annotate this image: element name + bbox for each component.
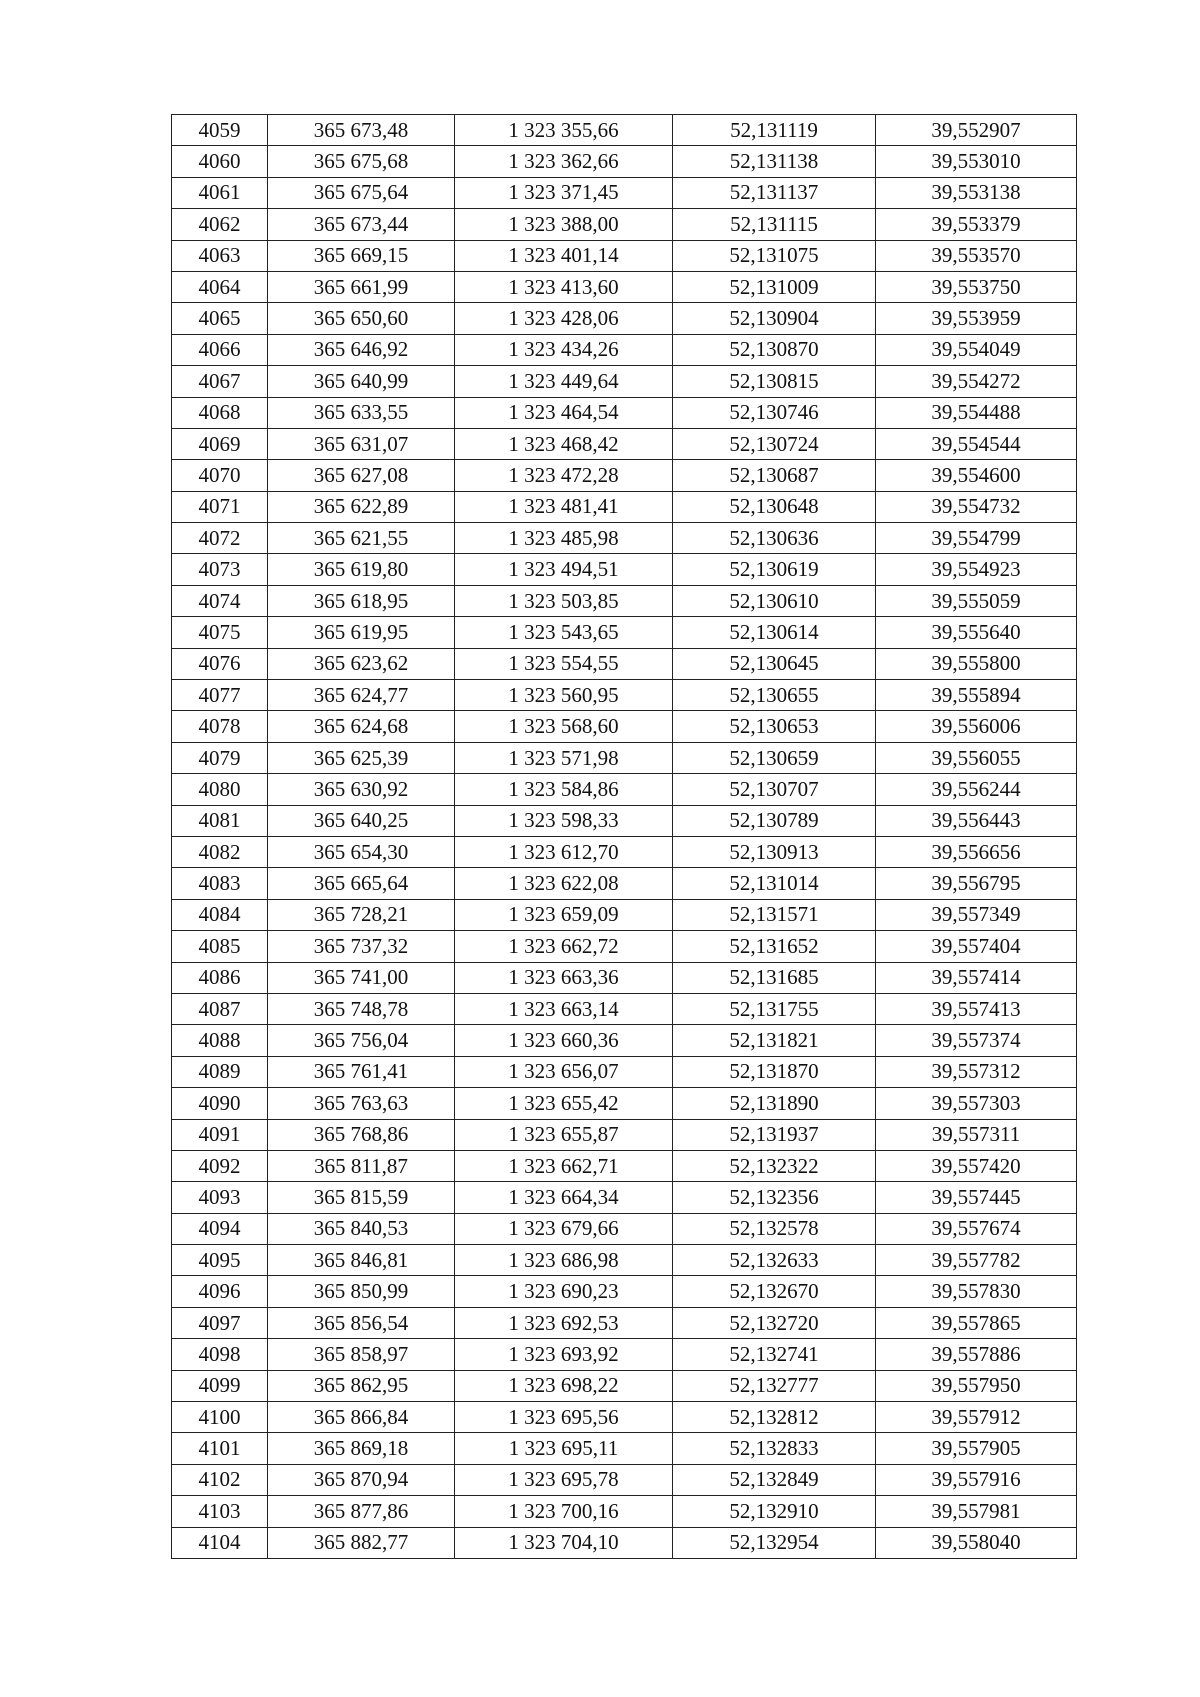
table-row [172, 428, 1077, 459]
table-row [172, 617, 1077, 648]
x-coordinate-cell: 365 618,95 [268, 585, 455, 616]
table-row [172, 1213, 1077, 1244]
longitude-cell: 39,556795 [876, 868, 1077, 899]
table-row [172, 334, 1077, 365]
x-coordinate-cell: 365 619,80 [268, 554, 455, 585]
y-coordinate-cell: 1 323 543,65 [455, 617, 673, 648]
longitude-cell: 39,557445 [876, 1182, 1077, 1213]
point-number-cell: 4080 [172, 774, 268, 805]
y-coordinate-cell: 1 323 560,95 [455, 680, 673, 711]
y-coordinate-cell: 1 323 472,28 [455, 460, 673, 491]
table-row [172, 836, 1077, 867]
y-coordinate-cell: 1 323 584,86 [455, 774, 673, 805]
y-coordinate-cell: 1 323 692,53 [455, 1307, 673, 1338]
table-row [172, 240, 1077, 271]
latitude-cell: 52,131571 [673, 899, 876, 930]
table-row [172, 523, 1077, 554]
point-number-cell: 4090 [172, 1088, 268, 1119]
table-row [172, 680, 1077, 711]
longitude-cell: 39,556244 [876, 774, 1077, 805]
x-coordinate-cell: 365 624,68 [268, 711, 455, 742]
x-coordinate-cell: 365 661,99 [268, 271, 455, 302]
point-number-cell: 4060 [172, 146, 268, 177]
latitude-cell: 52,132322 [673, 1150, 876, 1181]
point-number-cell: 4091 [172, 1119, 268, 1150]
x-coordinate-cell: 365 815,59 [268, 1182, 455, 1213]
latitude-cell: 52,132954 [673, 1527, 876, 1558]
longitude-cell: 39,557916 [876, 1464, 1077, 1495]
table-row [172, 146, 1077, 177]
longitude-cell: 39,557303 [876, 1088, 1077, 1119]
table-row [172, 805, 1077, 836]
table-row [172, 1276, 1077, 1307]
y-coordinate-cell: 1 323 571,98 [455, 742, 673, 773]
latitude-cell: 52,131014 [673, 868, 876, 899]
latitude-cell: 52,131755 [673, 993, 876, 1024]
x-coordinate-cell: 365 846,81 [268, 1245, 455, 1276]
point-number-cell: 4082 [172, 836, 268, 867]
longitude-cell: 39,554600 [876, 460, 1077, 491]
longitude-cell: 39,554799 [876, 523, 1077, 554]
y-coordinate-cell: 1 323 413,60 [455, 271, 673, 302]
table-row [172, 1245, 1077, 1276]
table-row [172, 868, 1077, 899]
x-coordinate-cell: 365 640,99 [268, 366, 455, 397]
latitude-cell: 52,132578 [673, 1213, 876, 1244]
point-number-cell: 4089 [172, 1056, 268, 1087]
point-number-cell: 4085 [172, 931, 268, 962]
latitude-cell: 52,130614 [673, 617, 876, 648]
x-coordinate-cell: 365 748,78 [268, 993, 455, 1024]
point-number-cell: 4076 [172, 648, 268, 679]
longitude-cell: 39,555059 [876, 585, 1077, 616]
point-number-cell: 4100 [172, 1402, 268, 1433]
y-coordinate-cell: 1 323 704,10 [455, 1527, 673, 1558]
point-number-cell: 4061 [172, 177, 268, 208]
y-coordinate-cell: 1 323 355,66 [455, 115, 673, 146]
x-coordinate-cell: 365 619,95 [268, 617, 455, 648]
x-coordinate-cell: 365 633,55 [268, 397, 455, 428]
point-number-cell: 4069 [172, 428, 268, 459]
y-coordinate-cell: 1 323 659,09 [455, 899, 673, 930]
y-coordinate-cell: 1 323 388,00 [455, 209, 673, 240]
table-row [172, 742, 1077, 773]
x-coordinate-cell: 365 631,07 [268, 428, 455, 459]
longitude-cell: 39,552907 [876, 115, 1077, 146]
x-coordinate-cell: 365 621,55 [268, 523, 455, 554]
point-number-cell: 4064 [172, 271, 268, 302]
coordinates-table [171, 114, 1077, 1559]
latitude-cell: 52,130610 [673, 585, 876, 616]
table-row [172, 554, 1077, 585]
table-row [172, 1182, 1077, 1213]
longitude-cell: 39,557782 [876, 1245, 1077, 1276]
latitude-cell: 52,131137 [673, 177, 876, 208]
point-number-cell: 4077 [172, 680, 268, 711]
point-number-cell: 4067 [172, 366, 268, 397]
point-number-cell: 4095 [172, 1245, 268, 1276]
latitude-cell: 52,131937 [673, 1119, 876, 1150]
latitude-cell: 52,131685 [673, 962, 876, 993]
y-coordinate-cell: 1 323 693,92 [455, 1339, 673, 1370]
table-row [172, 1464, 1077, 1495]
latitude-cell: 52,130645 [673, 648, 876, 679]
point-number-cell: 4068 [172, 397, 268, 428]
x-coordinate-cell: 365 665,64 [268, 868, 455, 899]
latitude-cell: 52,130707 [673, 774, 876, 805]
point-number-cell: 4071 [172, 491, 268, 522]
table-row [172, 774, 1077, 805]
latitude-cell: 52,131870 [673, 1056, 876, 1087]
latitude-cell: 52,130655 [673, 680, 876, 711]
latitude-cell: 52,130913 [673, 836, 876, 867]
x-coordinate-cell: 365 673,44 [268, 209, 455, 240]
latitude-cell: 52,130636 [673, 523, 876, 554]
x-coordinate-cell: 365 862,95 [268, 1370, 455, 1401]
x-coordinate-cell: 365 646,92 [268, 334, 455, 365]
point-number-cell: 4101 [172, 1433, 268, 1464]
longitude-cell: 39,557674 [876, 1213, 1077, 1244]
y-coordinate-cell: 1 323 503,85 [455, 585, 673, 616]
coordinates-table-body [172, 115, 1077, 1559]
longitude-cell: 39,555800 [876, 648, 1077, 679]
y-coordinate-cell: 1 323 449,64 [455, 366, 673, 397]
latitude-cell: 52,131821 [673, 1025, 876, 1056]
longitude-cell: 39,555640 [876, 617, 1077, 648]
table-row [172, 1402, 1077, 1433]
longitude-cell: 39,557865 [876, 1307, 1077, 1338]
table-row [172, 115, 1077, 146]
point-number-cell: 4075 [172, 617, 268, 648]
y-coordinate-cell: 1 323 698,22 [455, 1370, 673, 1401]
point-number-cell: 4072 [172, 523, 268, 554]
table-row [172, 1527, 1077, 1558]
longitude-cell: 39,558040 [876, 1527, 1077, 1558]
point-number-cell: 4074 [172, 585, 268, 616]
longitude-cell: 39,557311 [876, 1119, 1077, 1150]
latitude-cell: 52,131119 [673, 115, 876, 146]
point-number-cell: 4088 [172, 1025, 268, 1056]
point-number-cell: 4078 [172, 711, 268, 742]
point-number-cell: 4096 [172, 1276, 268, 1307]
point-number-cell: 4086 [172, 962, 268, 993]
table-row [172, 711, 1077, 742]
point-number-cell: 4097 [172, 1307, 268, 1338]
x-coordinate-cell: 365 728,21 [268, 899, 455, 930]
longitude-cell: 39,557312 [876, 1056, 1077, 1087]
longitude-cell: 39,554923 [876, 554, 1077, 585]
longitude-cell: 39,554049 [876, 334, 1077, 365]
x-coordinate-cell: 365 840,53 [268, 1213, 455, 1244]
table-row [172, 271, 1077, 302]
y-coordinate-cell: 1 323 481,41 [455, 491, 673, 522]
latitude-cell: 52,132720 [673, 1307, 876, 1338]
table-row [172, 1339, 1077, 1370]
y-coordinate-cell: 1 323 554,55 [455, 648, 673, 679]
x-coordinate-cell: 365 654,30 [268, 836, 455, 867]
point-number-cell: 4092 [172, 1150, 268, 1181]
point-number-cell: 4062 [172, 209, 268, 240]
latitude-cell: 52,131890 [673, 1088, 876, 1119]
point-number-cell: 4081 [172, 805, 268, 836]
latitude-cell: 52,131138 [673, 146, 876, 177]
y-coordinate-cell: 1 323 622,08 [455, 868, 673, 899]
longitude-cell: 39,554488 [876, 397, 1077, 428]
point-number-cell: 4094 [172, 1213, 268, 1244]
x-coordinate-cell: 365 650,60 [268, 303, 455, 334]
longitude-cell: 39,557981 [876, 1496, 1077, 1527]
x-coordinate-cell: 365 869,18 [268, 1433, 455, 1464]
y-coordinate-cell: 1 323 371,45 [455, 177, 673, 208]
table-row [172, 648, 1077, 679]
table-row [172, 177, 1077, 208]
y-coordinate-cell: 1 323 362,66 [455, 146, 673, 177]
latitude-cell: 52,130789 [673, 805, 876, 836]
point-number-cell: 4079 [172, 742, 268, 773]
latitude-cell: 52,132910 [673, 1496, 876, 1527]
y-coordinate-cell: 1 323 690,23 [455, 1276, 673, 1307]
y-coordinate-cell: 1 323 468,42 [455, 428, 673, 459]
table-row [172, 209, 1077, 240]
longitude-cell: 39,556656 [876, 836, 1077, 867]
y-coordinate-cell: 1 323 655,42 [455, 1088, 673, 1119]
y-coordinate-cell: 1 323 663,36 [455, 962, 673, 993]
x-coordinate-cell: 365 630,92 [268, 774, 455, 805]
x-coordinate-cell: 365 627,08 [268, 460, 455, 491]
y-coordinate-cell: 1 323 494,51 [455, 554, 673, 585]
table-row [172, 1307, 1077, 1338]
latitude-cell: 52,130648 [673, 491, 876, 522]
x-coordinate-cell: 365 669,15 [268, 240, 455, 271]
table-row [172, 1496, 1077, 1527]
y-coordinate-cell: 1 323 686,98 [455, 1245, 673, 1276]
point-number-cell: 4104 [172, 1527, 268, 1558]
table-row [172, 1433, 1077, 1464]
x-coordinate-cell: 365 737,32 [268, 931, 455, 962]
y-coordinate-cell: 1 323 485,98 [455, 523, 673, 554]
y-coordinate-cell: 1 323 664,34 [455, 1182, 673, 1213]
latitude-cell: 52,130904 [673, 303, 876, 334]
longitude-cell: 39,554544 [876, 428, 1077, 459]
table-row [172, 1150, 1077, 1181]
table-row [172, 585, 1077, 616]
latitude-cell: 52,132356 [673, 1182, 876, 1213]
table-row [172, 1025, 1077, 1056]
x-coordinate-cell: 365 866,84 [268, 1402, 455, 1433]
x-coordinate-cell: 365 640,25 [268, 805, 455, 836]
x-coordinate-cell: 365 675,64 [268, 177, 455, 208]
latitude-cell: 52,132849 [673, 1464, 876, 1495]
longitude-cell: 39,554272 [876, 366, 1077, 397]
longitude-cell: 39,553959 [876, 303, 1077, 334]
x-coordinate-cell: 365 768,86 [268, 1119, 455, 1150]
x-coordinate-cell: 365 756,04 [268, 1025, 455, 1056]
point-number-cell: 4070 [172, 460, 268, 491]
y-coordinate-cell: 1 323 695,56 [455, 1402, 673, 1433]
table-row [172, 931, 1077, 962]
x-coordinate-cell: 365 625,39 [268, 742, 455, 773]
y-coordinate-cell: 1 323 679,66 [455, 1213, 673, 1244]
point-number-cell: 4083 [172, 868, 268, 899]
y-coordinate-cell: 1 323 428,06 [455, 303, 673, 334]
x-coordinate-cell: 365 675,68 [268, 146, 455, 177]
table-row [172, 491, 1077, 522]
longitude-cell: 39,557414 [876, 962, 1077, 993]
latitude-cell: 52,131652 [673, 931, 876, 962]
latitude-cell: 52,131009 [673, 271, 876, 302]
longitude-cell: 39,553570 [876, 240, 1077, 271]
y-coordinate-cell: 1 323 598,33 [455, 805, 673, 836]
point-number-cell: 4098 [172, 1339, 268, 1370]
y-coordinate-cell: 1 323 663,14 [455, 993, 673, 1024]
y-coordinate-cell: 1 323 660,36 [455, 1025, 673, 1056]
latitude-cell: 52,130687 [673, 460, 876, 491]
longitude-cell: 39,557374 [876, 1025, 1077, 1056]
longitude-cell: 39,557349 [876, 899, 1077, 930]
table-row [172, 899, 1077, 930]
table-row [172, 1119, 1077, 1150]
y-coordinate-cell: 1 323 401,14 [455, 240, 673, 271]
latitude-cell: 52,130815 [673, 366, 876, 397]
y-coordinate-cell: 1 323 662,71 [455, 1150, 673, 1181]
longitude-cell: 39,557905 [876, 1433, 1077, 1464]
table-row [172, 303, 1077, 334]
latitude-cell: 52,130724 [673, 428, 876, 459]
longitude-cell: 39,553138 [876, 177, 1077, 208]
point-number-cell: 4063 [172, 240, 268, 271]
table-row [172, 1088, 1077, 1119]
longitude-cell: 39,556443 [876, 805, 1077, 836]
x-coordinate-cell: 365 763,63 [268, 1088, 455, 1119]
y-coordinate-cell: 1 323 464,54 [455, 397, 673, 428]
x-coordinate-cell: 365 856,54 [268, 1307, 455, 1338]
x-coordinate-cell: 365 624,77 [268, 680, 455, 711]
longitude-cell: 39,557420 [876, 1150, 1077, 1181]
longitude-cell: 39,557950 [876, 1370, 1077, 1401]
latitude-cell: 52,130746 [673, 397, 876, 428]
table-row [172, 1056, 1077, 1087]
latitude-cell: 52,132777 [673, 1370, 876, 1401]
point-number-cell: 4102 [172, 1464, 268, 1495]
longitude-cell: 39,557413 [876, 993, 1077, 1024]
longitude-cell: 39,556055 [876, 742, 1077, 773]
x-coordinate-cell: 365 622,89 [268, 491, 455, 522]
longitude-cell: 39,555894 [876, 680, 1077, 711]
longitude-cell: 39,553010 [876, 146, 1077, 177]
y-coordinate-cell: 1 323 656,07 [455, 1056, 673, 1087]
x-coordinate-cell: 365 870,94 [268, 1464, 455, 1495]
table-row [172, 993, 1077, 1024]
point-number-cell: 4087 [172, 993, 268, 1024]
longitude-cell: 39,554732 [876, 491, 1077, 522]
longitude-cell: 39,553379 [876, 209, 1077, 240]
longitude-cell: 39,556006 [876, 711, 1077, 742]
latitude-cell: 52,132741 [673, 1339, 876, 1370]
latitude-cell: 52,131115 [673, 209, 876, 240]
y-coordinate-cell: 1 323 662,72 [455, 931, 673, 962]
y-coordinate-cell: 1 323 568,60 [455, 711, 673, 742]
point-number-cell: 4066 [172, 334, 268, 365]
table-row [172, 1370, 1077, 1401]
latitude-cell: 52,130653 [673, 711, 876, 742]
point-number-cell: 4059 [172, 115, 268, 146]
latitude-cell: 52,132670 [673, 1276, 876, 1307]
table-row [172, 366, 1077, 397]
point-number-cell: 4065 [172, 303, 268, 334]
longitude-cell: 39,557886 [876, 1339, 1077, 1370]
y-coordinate-cell: 1 323 695,78 [455, 1464, 673, 1495]
x-coordinate-cell: 365 850,99 [268, 1276, 455, 1307]
y-coordinate-cell: 1 323 695,11 [455, 1433, 673, 1464]
point-number-cell: 4073 [172, 554, 268, 585]
x-coordinate-cell: 365 811,87 [268, 1150, 455, 1181]
longitude-cell: 39,557404 [876, 931, 1077, 962]
y-coordinate-cell: 1 323 700,16 [455, 1496, 673, 1527]
latitude-cell: 52,132833 [673, 1433, 876, 1464]
latitude-cell: 52,132812 [673, 1402, 876, 1433]
point-number-cell: 4093 [172, 1182, 268, 1213]
x-coordinate-cell: 365 741,00 [268, 962, 455, 993]
longitude-cell: 39,557830 [876, 1276, 1077, 1307]
x-coordinate-cell: 365 623,62 [268, 648, 455, 679]
latitude-cell: 52,131075 [673, 240, 876, 271]
y-coordinate-cell: 1 323 655,87 [455, 1119, 673, 1150]
latitude-cell: 52,130659 [673, 742, 876, 773]
point-number-cell: 4103 [172, 1496, 268, 1527]
longitude-cell: 39,553750 [876, 271, 1077, 302]
longitude-cell: 39,557912 [876, 1402, 1077, 1433]
x-coordinate-cell: 365 877,86 [268, 1496, 455, 1527]
x-coordinate-cell: 365 761,41 [268, 1056, 455, 1087]
point-number-cell: 4084 [172, 899, 268, 930]
y-coordinate-cell: 1 323 434,26 [455, 334, 673, 365]
x-coordinate-cell: 365 858,97 [268, 1339, 455, 1370]
latitude-cell: 52,130619 [673, 554, 876, 585]
latitude-cell: 52,132633 [673, 1245, 876, 1276]
table-row [172, 962, 1077, 993]
table-row [172, 460, 1077, 491]
table-row [172, 397, 1077, 428]
x-coordinate-cell: 365 673,48 [268, 115, 455, 146]
point-number-cell: 4099 [172, 1370, 268, 1401]
latitude-cell: 52,130870 [673, 334, 876, 365]
x-coordinate-cell: 365 882,77 [268, 1527, 455, 1558]
y-coordinate-cell: 1 323 612,70 [455, 836, 673, 867]
